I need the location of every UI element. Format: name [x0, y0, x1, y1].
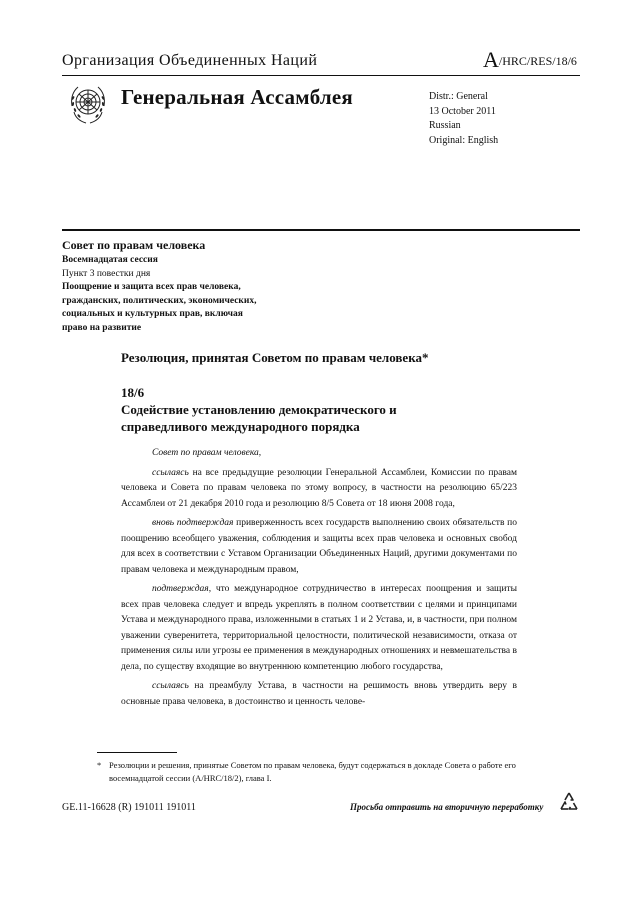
agenda-title-line: социальных и культурных прав, включая [62, 309, 243, 319]
paragraph-lead: ссылаясь [152, 467, 189, 478]
footnote-mark: * [97, 760, 102, 770]
paragraph-text: на все предыдущие резолюции Генеральной Ассамблеи, Комиссии по правам человека и Совета по правам человека по этому вопросу, в частности на резолюцию 65/223 Ассамблеи от 21 декабря 2010 года и резолюцию 8/5 Совета от 18 июня 2008 года, [121, 467, 517, 509]
general-assembly-title: Генеральная Ассамблея [121, 85, 353, 109]
paragraph-text: , что международное сотрудничество в интересах поощрения и защиты всех прав человека следует и впредь укреплять в полном соответствии с целями и принципами Устава и международного права, изложенными в статьях 1 и 2 Устава, и, в частности, при полном уважении суверенитета, территориальной целостности, политической независимости, отказа от применения силы или угрозы ее применения в международных отношениях и невмешательства в дела, по существу входящие во внутреннюю компетенцию любого государства, [121, 584, 517, 672]
recycle-note: Просьба отправить на вторичную переработку [350, 802, 544, 812]
paragraph-text: на преамбулу Устава, в частности на решимость вновь утвердить веру в основные права человека, в достоинство и ценность челове- [121, 681, 517, 707]
resolution-title-line: Содействие установлению демократического и [121, 402, 397, 417]
recycle-icon [557, 790, 581, 814]
document-symbol-initial: A [483, 47, 499, 72]
document-symbol [483, 49, 577, 71]
footnote [97, 759, 519, 785]
document-symbol-rest: /HRC/RES/18/6 [498, 54, 577, 68]
resolution-title-line: справедливого международного порядка [121, 419, 360, 434]
distribution-line: Original: English [429, 134, 499, 146]
preamble-paragraph [121, 466, 517, 513]
organization-name: Организация Объединенных Наций [62, 52, 318, 69]
preamble-paragraph [121, 582, 517, 675]
distribution-line: Russian [429, 120, 461, 131]
agenda-title-line: право на развитие [62, 322, 142, 333]
header-rule-bottom [62, 229, 580, 231]
agenda-item: Пункт 3 повестки дня [62, 268, 151, 279]
document-number: GE.11-16628 (R) 191011 191011 [62, 802, 196, 813]
paragraph-lead: подтверждая [152, 584, 209, 594]
distribution-line: Distr.: General [429, 91, 488, 102]
resolution-title [121, 401, 397, 435]
paragraph-lead: Совет по правам человека, [152, 448, 262, 458]
resolution-number: 18/6 [121, 385, 145, 400]
distribution-block [429, 90, 498, 148]
council-name: Совет по правам человека [62, 238, 206, 252]
footnote-rule [97, 752, 177, 753]
agenda-title-line: гражданских, политических, экономических, [62, 295, 257, 306]
preamble-paragraph [121, 446, 517, 462]
preamble-paragraph [121, 516, 517, 578]
header-rule-top [62, 75, 580, 76]
session-block [62, 254, 257, 335]
agenda-title-line: Поощрение и защита всех прав человека, [62, 282, 241, 292]
distribution-line: 13 October 2011 [429, 105, 496, 117]
un-emblem-icon [66, 82, 110, 126]
paragraph-lead: вновь подтверждая [152, 518, 234, 528]
resolution-heading: Резолюция, принятая Советом по правам человека* [121, 350, 429, 365]
paragraph-lead: ссылаясь [152, 681, 189, 691]
footnote-text: Резолюции и решения, принятые Советом по правам человека, будут содержаться в докладе Совета о работе его восемнадцатой сессии (A/HRC/18/2), глава I. [109, 760, 516, 783]
paragraph-text: приверженность всех государств выполнению своих обязательств по поощрению всеобщего уважения, соблюдения и защиты всех прав человека и основных свобод для всех в соответствии с Уставом Организации Объединенных Наций, другими документами по правам человека и международным правом, [121, 518, 517, 575]
session-name: Восемнадцатая сессия [62, 255, 158, 265]
resolution-body [121, 446, 517, 714]
preamble-paragraph [121, 679, 517, 710]
